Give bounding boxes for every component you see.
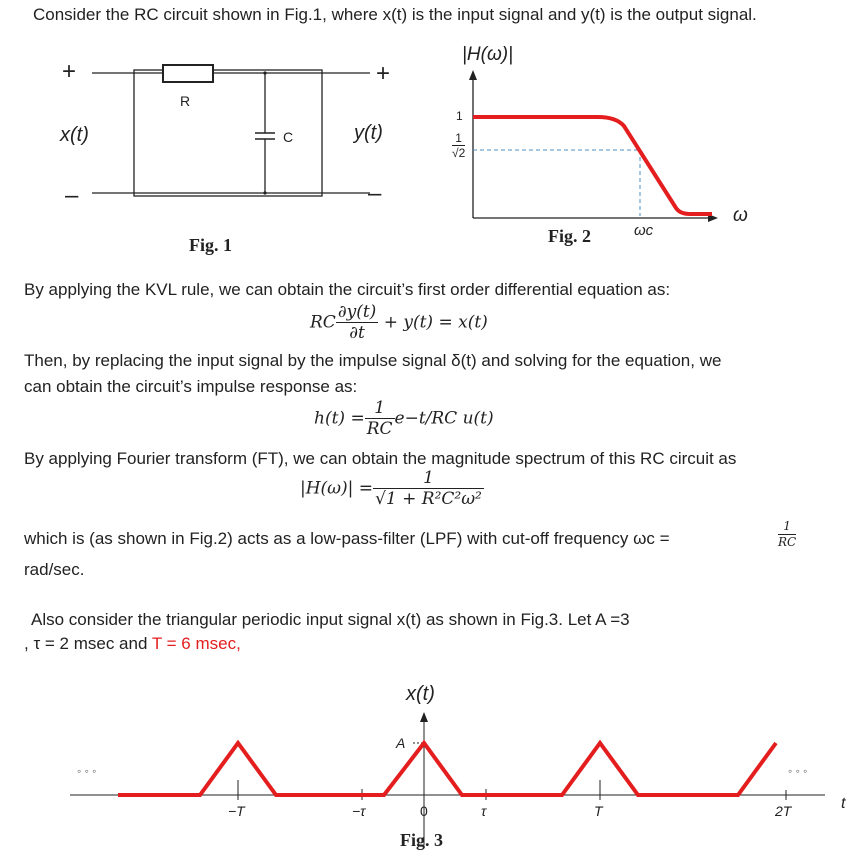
eq3-num: 1 — [373, 468, 484, 489]
equation-differential — [310, 302, 488, 343]
para-triangular-2 — [24, 633, 241, 654]
para-lpf-fraction — [778, 519, 796, 550]
fig2-y-arrow — [469, 70, 477, 80]
fig2-tick-frac-num: 1 — [452, 131, 465, 146]
fig3-tick-neg-tau: −τ — [352, 803, 366, 819]
input-label: x(t) — [60, 124, 89, 146]
equation-magnitude — [300, 468, 484, 509]
eq2-rest: e−t/RC u(t) — [394, 408, 494, 429]
para5-black: , τ = 2 msec and — [24, 634, 148, 653]
resistor-label: R — [180, 93, 191, 109]
fig3-y-label: x(t) — [406, 683, 435, 705]
para-impulse-1: Then, by replacing the input signal by the impulse signal δ(t) and solving for the equation, we — [24, 351, 722, 370]
fig1-minus-left: – — [65, 182, 79, 209]
output-label: y(t) — [354, 122, 383, 144]
eq2-den: RC — [366, 419, 393, 439]
fig3-y-arrow — [420, 712, 428, 722]
fig3-dots-right: ◦ ◦ ◦ — [788, 764, 808, 778]
fig3-tick-zero: 0 — [420, 803, 428, 819]
fig2-label: Fig. 2 — [548, 226, 591, 246]
fig2-y-label: |H(ω)| — [462, 44, 514, 65]
resistor — [163, 65, 213, 82]
eq2-num: 1 — [365, 398, 395, 419]
fig3-amp-label: A — [396, 735, 406, 751]
para-impulse-2: can obtain the circuit’s impulse response as: — [24, 377, 358, 396]
fig1-plus-right: + — [376, 60, 391, 87]
eq3-den: √1 + R²C²ω² — [375, 489, 482, 509]
eq1-rest: + y(t) = x(t) — [383, 312, 488, 333]
para5-red: T = 6 msec, — [151, 634, 241, 653]
fig3-tick-tau: τ — [481, 803, 487, 819]
lpf-frac-den: RC — [778, 535, 797, 549]
para-lpf-2: rad/sec. — [24, 560, 85, 579]
fig3-x-label: t — [841, 795, 846, 812]
fig3-tick-T: T — [594, 803, 603, 819]
fig2-tick-frac-den: √2 — [452, 146, 466, 160]
para-lpf-1: which is (as shown in Fig.2) acts as a low-pass-filter (LPF) with cut-off frequency ωc = — [24, 529, 670, 548]
fig3-signal — [118, 743, 776, 795]
eq1-lhs: RC — [310, 312, 336, 333]
fig1-minus-right: – — [368, 180, 382, 207]
fig2-tick-one: 1 — [456, 109, 463, 123]
para-triangular-1: Also consider the triangular periodic input signal x(t) as shown in Fig.3. Let A =3 — [31, 610, 630, 629]
eq1-den: ∂t — [349, 323, 365, 343]
eq2-lhs: h(t) = — [314, 408, 365, 429]
fig3-tick-2T: 2T — [775, 803, 792, 819]
fig3-dots-left: ◦ ◦ ◦ — [77, 764, 97, 778]
fig2-cutoff-label: ωc — [634, 222, 654, 239]
fig1-label: Fig. 1 — [189, 235, 232, 255]
equation-impulse-response — [314, 398, 494, 439]
para-fourier: By applying Fourier transform (FT), we can obtain the magnitude spectrum of this RC circuit as — [24, 449, 737, 468]
capacitor-label: C — [283, 129, 294, 145]
circuit-box — [134, 70, 322, 196]
fig2-response-curve — [473, 117, 712, 214]
lpf-frac-num: 1 — [778, 519, 796, 535]
fig3-label: Fig. 3 — [400, 830, 443, 850]
para-kvl: By applying the KVL rule, we can obtain the circuit’s first order differential equation as: — [24, 280, 671, 299]
fig1-plus-left: + — [62, 58, 77, 85]
fig2-x-label: ω — [733, 205, 748, 226]
intro-text: Consider the RC circuit shown in Fig.1, where x(t) is the input signal and y(t) is the output signal. — [33, 5, 757, 24]
fig2-tick-frac — [452, 131, 465, 160]
eq3-lhs: |H(ω)| = — [300, 478, 374, 499]
eq1-num: ∂y(t) — [337, 302, 377, 322]
fig3-tick-neg-T: −T — [228, 803, 245, 819]
